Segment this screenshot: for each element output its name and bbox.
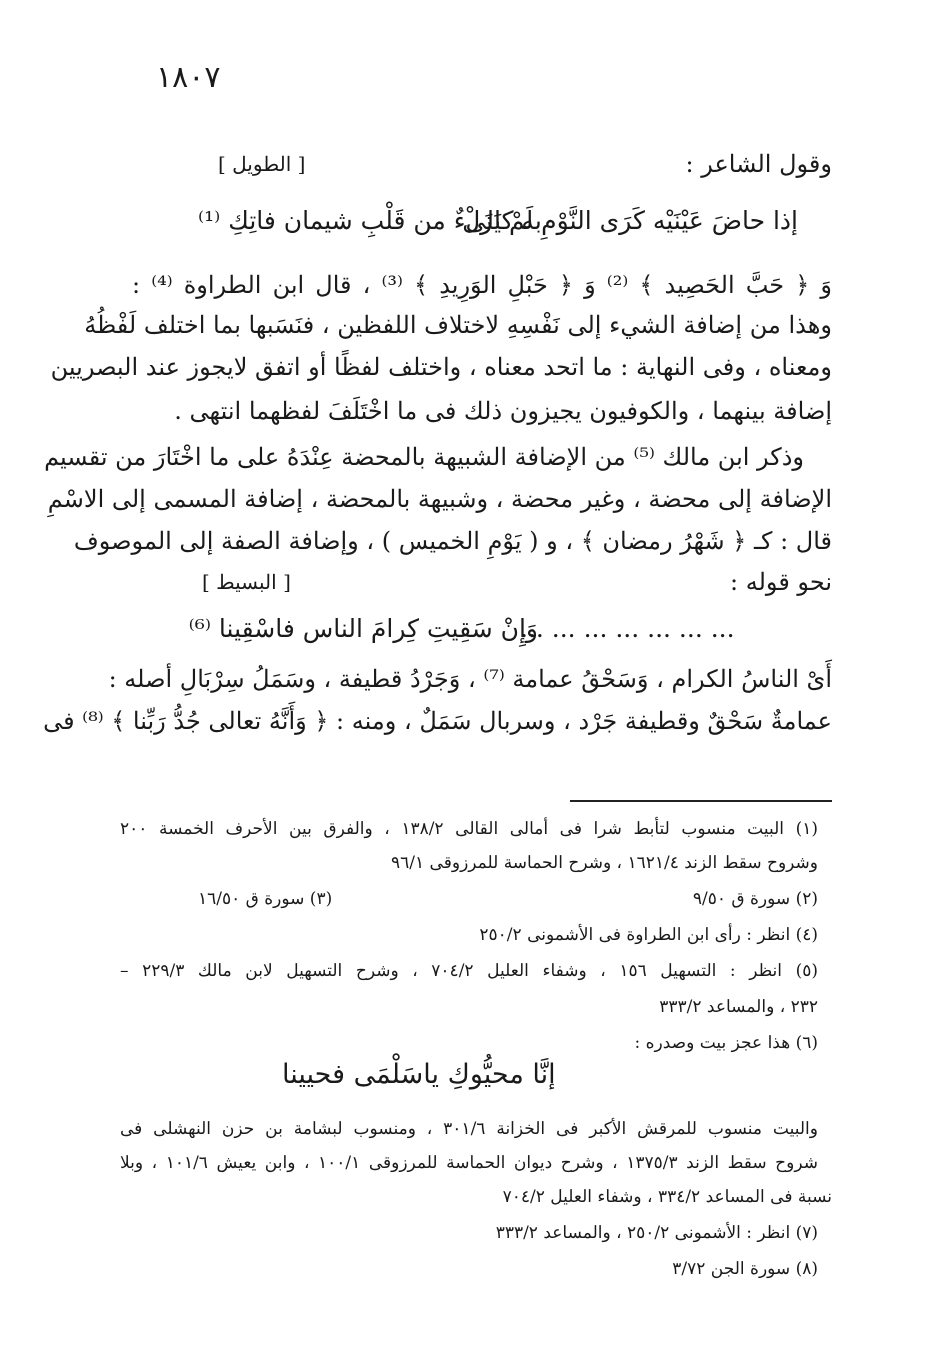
footnote-6-verse: إنَّا محيُّوكِ ياسَلْمَى فحيينا bbox=[282, 1059, 556, 1090]
body-line: ومعناه ، وفى النهاية : ما اتحد معناه ، واختلف لفظًا أو اتفق لايجوز عند البصريين bbox=[50, 353, 832, 381]
footnote-8: (٨) سورة الجن ٣/٧٢ bbox=[672, 1259, 818, 1279]
meter-label-2: [ البسيط ] bbox=[202, 570, 291, 594]
footnote-separator bbox=[570, 800, 832, 802]
verse-first-hemistich: إذا حاضَ عَيْنَيْه كَرَى النَّوْمِ لَمْ يَزَلْ bbox=[462, 206, 798, 235]
body-line: وهذا من إضافة الشيء إلى نَفْسِهِ لاختلاف اللفظين ، فنَسَبها بما اختلف لَفْظُهُ bbox=[84, 311, 832, 339]
footnote-1-cont: وشروح سقط الزند ١٦٢١/٤ ، وشرح الحماسة للمرزوقى ٩٦/١ bbox=[391, 853, 818, 873]
page-number: ١٨٠٧ bbox=[156, 60, 221, 95]
verse-second-hemistich: به كالىءٌ من قَلْبِ شيمان فاتِكِ ⁽¹⁾ bbox=[198, 206, 542, 235]
body-line: إضافة بينهما ، والكوفيون يجيزون ذلك فى ما اخْتَلَفَ لفظهما انتهى . bbox=[174, 397, 832, 425]
meter-label: [ الطويل ] bbox=[218, 152, 306, 176]
body-line: عمامةٌ سَحْقٌ وقطيفة جَرْد ، وسربال سَمَلٌ ، ومنه : ﴿ وَأَنَّهُ تعالى جُدُّ رَبِّنا ﴾ ⁽⁸⁾ فى bbox=[43, 707, 832, 735]
footnote-5-cont: ٢٣٢ ، والمساعد ٣٣٣/٢ bbox=[659, 997, 818, 1017]
footnote-4: (٤) انظر : رأى ابن الطراوة فى الأشمونى ٢٥٠/٢ bbox=[479, 925, 818, 945]
footnote-7: (٧) انظر : الأشمونى ٢٥٠/٢ ، والمساعد ٣٣٣/٢ bbox=[495, 1223, 818, 1243]
body-line: وذكر ابن مالك ⁽⁵⁾ من الإضافة الشبيهة بالمحضة عِنْدَهُ على ما اخْتَارَ من تقسيم bbox=[44, 443, 804, 471]
footnote-6-more: والبيت منسوب للمرقش الأكبر فى الخزانة ٣٠١/٦ ، ومنسوب لبشامة بن حزن النهشلى فى bbox=[120, 1119, 818, 1139]
verse-ellipsis: ... ... ... ... ... ... ... bbox=[520, 614, 735, 643]
footnote-6-more: شروح سقط الزند ١٣٧٥/٣ ، وشرح ديوان الحماسة للمرزوقى ١٠٠/١ ، وابن يعيش ١٠١/٦ ، وبلا bbox=[120, 1153, 818, 1173]
footnote-6: (٦) هذا عجز بيت وصدره : bbox=[634, 1033, 818, 1053]
footnote-3: (٣) سورة ق ١٦/٥٠ bbox=[198, 889, 333, 909]
verse-second-hemistich-2: وَإِنْ سَقِيتِ كِرامَ الناس فاسْقِينا ⁽⁶⁾ bbox=[188, 614, 538, 643]
body-line: الإضافة إلى محضة ، وغير محضة ، وشبيهة بالمحضة ، إضافة المسمى إلى الاسْمِ bbox=[47, 485, 832, 513]
poet-intro: وقول الشاعر : bbox=[685, 150, 832, 178]
body-line: قال : كـ ﴿ شَهْرُ رمضان ﴾ ، و ( يَوْمِ الخميس ) ، وإضافة الصفة إلى الموصوف bbox=[73, 527, 832, 555]
footnote-2: (٢) سورة ق ٩/٥٠ bbox=[692, 889, 818, 909]
body-line: أَىْ الناسُ الكرام ، وَسَحْقُ عمامة ⁽⁷⁾ ، وَجَرْدُ قطيفة ، وسَمَلُ سِرْبَالِ أصله : bbox=[108, 665, 832, 693]
footnote-5: (٥) انظر : التسهيل ١٥٦ ، وشفاء العليل ٧٠٤/٢ ، وشرح التسهيل لابن مالك ٢٢٩/٣ – bbox=[120, 961, 818, 981]
footnote-6-more: نسبة فى المساعد ٣٣٤/٢ ، وشفاء العليل ٧٠٤/٢ bbox=[502, 1187, 832, 1207]
footnote-1: (١) البيت منسوب لتأبط شرا فى أمالى القالى ١٣٨/٢ ، والفرق بين الأحرف الخمسة ٢٠٠ bbox=[120, 819, 818, 839]
poet-intro-2: نحو قوله : bbox=[730, 568, 832, 596]
body-line: وَ ﴿ حَبَّ الحَصِيد ﴾ ⁽²⁾ وَ ﴿ حَبْلِ الوَرِيدِ ﴾ ⁽³⁾ ، قال ابن الطراوة ⁽⁴⁾ : bbox=[132, 271, 833, 299]
